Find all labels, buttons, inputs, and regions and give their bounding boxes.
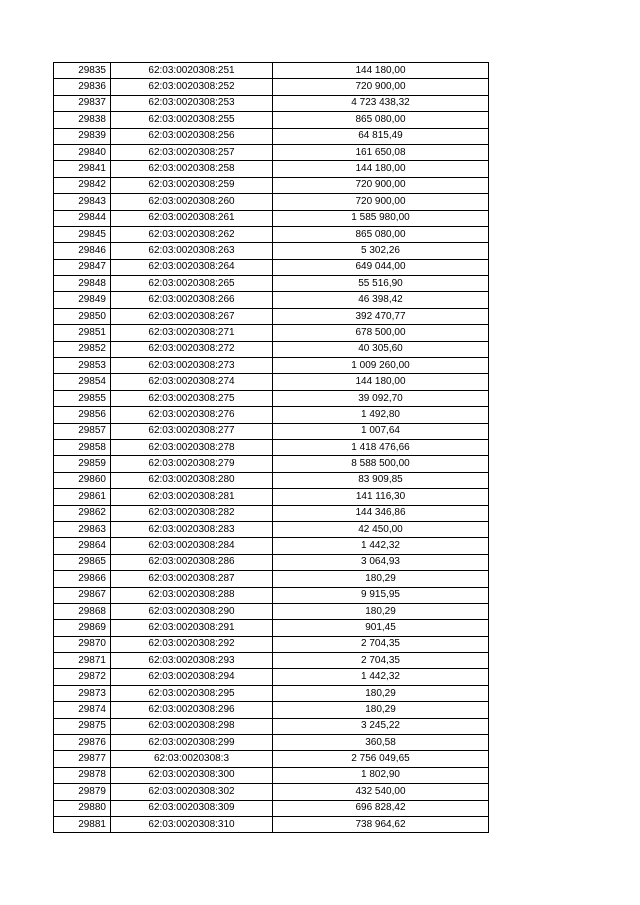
row-number-cell: 29844 bbox=[54, 210, 111, 226]
value-cell: 144 180,00 bbox=[273, 374, 489, 390]
value-cell: 3 245,22 bbox=[273, 718, 489, 734]
table-row bbox=[54, 735, 489, 751]
value-cell: 5 302,26 bbox=[273, 243, 489, 259]
cadastral-number-cell: 62:03:0020308:281 bbox=[111, 489, 273, 505]
cadastral-number-cell: 62:03:0020308:3 bbox=[111, 751, 273, 767]
row-number-cell: 29879 bbox=[54, 784, 111, 800]
value-cell: 678 500,00 bbox=[273, 325, 489, 341]
row-number-cell: 29849 bbox=[54, 292, 111, 308]
cadastral-number-cell: 62:03:0020308:271 bbox=[111, 325, 273, 341]
cadastral-number-cell: 62:03:0020308:280 bbox=[111, 472, 273, 488]
cadastral-number-cell: 62:03:0020308:263 bbox=[111, 243, 273, 259]
value-cell: 1 802,90 bbox=[273, 767, 489, 783]
value-cell: 83 909,85 bbox=[273, 472, 489, 488]
cadastral-number-cell: 62:03:0020308:296 bbox=[111, 702, 273, 718]
row-number-cell: 29859 bbox=[54, 456, 111, 472]
table-row bbox=[54, 472, 489, 488]
row-number-cell: 29880 bbox=[54, 800, 111, 816]
table-row bbox=[54, 423, 489, 439]
table-row bbox=[54, 390, 489, 406]
row-number-cell: 29855 bbox=[54, 390, 111, 406]
value-cell: 1 585 980,00 bbox=[273, 210, 489, 226]
cadastral-number-cell: 62:03:0020308:272 bbox=[111, 341, 273, 357]
cadastral-number-cell: 62:03:0020308:273 bbox=[111, 358, 273, 374]
table-row bbox=[54, 210, 489, 226]
table-row bbox=[54, 718, 489, 734]
cadastral-number-cell: 62:03:0020308:290 bbox=[111, 603, 273, 619]
row-number-cell: 29841 bbox=[54, 161, 111, 177]
table-row bbox=[54, 177, 489, 193]
row-number-cell: 29868 bbox=[54, 603, 111, 619]
row-number-cell: 29862 bbox=[54, 505, 111, 521]
row-number-cell: 29852 bbox=[54, 341, 111, 357]
value-cell: 1 442,32 bbox=[273, 538, 489, 554]
value-cell: 720 900,00 bbox=[273, 79, 489, 95]
cadastral-number-cell: 62:03:0020308:257 bbox=[111, 144, 273, 160]
value-cell: 55 516,90 bbox=[273, 276, 489, 292]
value-cell: 1 418 476,66 bbox=[273, 439, 489, 455]
table-row bbox=[54, 308, 489, 324]
value-cell: 865 080,00 bbox=[273, 112, 489, 128]
cadastral-number-cell: 62:03:0020308:287 bbox=[111, 571, 273, 587]
value-cell: 432 540,00 bbox=[273, 784, 489, 800]
row-number-cell: 29851 bbox=[54, 325, 111, 341]
row-number-cell: 29848 bbox=[54, 276, 111, 292]
value-cell: 901,45 bbox=[273, 620, 489, 636]
value-cell: 46 398,42 bbox=[273, 292, 489, 308]
row-number-cell: 29861 bbox=[54, 489, 111, 505]
value-cell: 2 704,35 bbox=[273, 653, 489, 669]
cadastral-number-cell: 62:03:0020308:262 bbox=[111, 226, 273, 242]
row-number-cell: 29881 bbox=[54, 816, 111, 832]
row-number-cell: 29843 bbox=[54, 194, 111, 210]
cadastral-number-cell: 62:03:0020308:259 bbox=[111, 177, 273, 193]
value-cell: 40 305,60 bbox=[273, 341, 489, 357]
table-row bbox=[54, 63, 489, 79]
row-number-cell: 29850 bbox=[54, 308, 111, 324]
cadastral-number-cell: 62:03:0020308:267 bbox=[111, 308, 273, 324]
table-row bbox=[54, 128, 489, 144]
table-row bbox=[54, 456, 489, 472]
row-number-cell: 29857 bbox=[54, 423, 111, 439]
row-number-cell: 29875 bbox=[54, 718, 111, 734]
cadastral-number-cell: 62:03:0020308:309 bbox=[111, 800, 273, 816]
row-number-cell: 29838 bbox=[54, 112, 111, 128]
table-row bbox=[54, 554, 489, 570]
cadastral-number-cell: 62:03:0020308:274 bbox=[111, 374, 273, 390]
table-row bbox=[54, 325, 489, 341]
cadastral-number-cell: 62:03:0020308:292 bbox=[111, 636, 273, 652]
value-cell: 144 346,86 bbox=[273, 505, 489, 521]
cadastral-value-table bbox=[53, 62, 489, 833]
value-cell: 42 450,00 bbox=[273, 521, 489, 537]
table-body bbox=[54, 63, 489, 833]
cadastral-number-cell: 62:03:0020308:295 bbox=[111, 685, 273, 701]
row-number-cell: 29846 bbox=[54, 243, 111, 259]
cadastral-number-cell: 62:03:0020308:252 bbox=[111, 79, 273, 95]
table-row bbox=[54, 243, 489, 259]
row-number-cell: 29863 bbox=[54, 521, 111, 537]
table-row bbox=[54, 521, 489, 537]
value-cell: 696 828,42 bbox=[273, 800, 489, 816]
row-number-cell: 29870 bbox=[54, 636, 111, 652]
value-cell: 1 007,64 bbox=[273, 423, 489, 439]
cadastral-number-cell: 62:03:0020308:310 bbox=[111, 816, 273, 832]
cadastral-number-cell: 62:03:0020308:255 bbox=[111, 112, 273, 128]
value-cell: 180,29 bbox=[273, 603, 489, 619]
row-number-cell: 29835 bbox=[54, 63, 111, 79]
row-number-cell: 29856 bbox=[54, 407, 111, 423]
row-number-cell: 29877 bbox=[54, 751, 111, 767]
row-number-cell: 29858 bbox=[54, 439, 111, 455]
value-cell: 8 588 500,00 bbox=[273, 456, 489, 472]
table-row bbox=[54, 276, 489, 292]
row-number-cell: 29842 bbox=[54, 177, 111, 193]
cadastral-number-cell: 62:03:0020308:256 bbox=[111, 128, 273, 144]
cadastral-number-cell: 62:03:0020308:275 bbox=[111, 390, 273, 406]
table-row bbox=[54, 407, 489, 423]
table-row bbox=[54, 341, 489, 357]
value-cell: 64 815,49 bbox=[273, 128, 489, 144]
table-row bbox=[54, 816, 489, 832]
value-cell: 141 116,30 bbox=[273, 489, 489, 505]
table-row bbox=[54, 439, 489, 455]
value-cell: 3 064,93 bbox=[273, 554, 489, 570]
row-number-cell: 29874 bbox=[54, 702, 111, 718]
table-row bbox=[54, 259, 489, 275]
table-row bbox=[54, 669, 489, 685]
table-row bbox=[54, 194, 489, 210]
cadastral-number-cell: 62:03:0020308:264 bbox=[111, 259, 273, 275]
value-cell: 4 723 438,32 bbox=[273, 95, 489, 111]
row-number-cell: 29860 bbox=[54, 472, 111, 488]
value-cell: 865 080,00 bbox=[273, 226, 489, 242]
table-row bbox=[54, 505, 489, 521]
cadastral-number-cell: 62:03:0020308:286 bbox=[111, 554, 273, 570]
table-row bbox=[54, 800, 489, 816]
row-number-cell: 29866 bbox=[54, 571, 111, 587]
row-number-cell: 29876 bbox=[54, 735, 111, 751]
cadastral-number-cell: 62:03:0020308:283 bbox=[111, 521, 273, 537]
row-number-cell: 29869 bbox=[54, 620, 111, 636]
table-row bbox=[54, 587, 489, 603]
row-number-cell: 29864 bbox=[54, 538, 111, 554]
row-number-cell: 29878 bbox=[54, 767, 111, 783]
value-cell: 649 044,00 bbox=[273, 259, 489, 275]
row-number-cell: 29840 bbox=[54, 144, 111, 160]
cadastral-number-cell: 62:03:0020308:291 bbox=[111, 620, 273, 636]
cadastral-number-cell: 62:03:0020308:300 bbox=[111, 767, 273, 783]
table-row bbox=[54, 144, 489, 160]
cadastral-number-cell: 62:03:0020308:302 bbox=[111, 784, 273, 800]
table-row bbox=[54, 636, 489, 652]
value-cell: 738 964,62 bbox=[273, 816, 489, 832]
value-cell: 144 180,00 bbox=[273, 63, 489, 79]
cadastral-number-cell: 62:03:0020308:282 bbox=[111, 505, 273, 521]
table-row bbox=[54, 489, 489, 505]
value-cell: 720 900,00 bbox=[273, 194, 489, 210]
value-cell: 392 470,77 bbox=[273, 308, 489, 324]
cadastral-number-cell: 62:03:0020308:288 bbox=[111, 587, 273, 603]
row-number-cell: 29845 bbox=[54, 226, 111, 242]
cadastral-number-cell: 62:03:0020308:276 bbox=[111, 407, 273, 423]
table-row bbox=[54, 571, 489, 587]
value-cell: 144 180,00 bbox=[273, 161, 489, 177]
table-row bbox=[54, 603, 489, 619]
row-number-cell: 29872 bbox=[54, 669, 111, 685]
table-row bbox=[54, 374, 489, 390]
table-row bbox=[54, 685, 489, 701]
value-cell: 2 704,35 bbox=[273, 636, 489, 652]
table-row bbox=[54, 95, 489, 111]
table-row bbox=[54, 620, 489, 636]
cadastral-number-cell: 62:03:0020308:278 bbox=[111, 439, 273, 455]
cadastral-number-cell: 62:03:0020308:260 bbox=[111, 194, 273, 210]
cadastral-number-cell: 62:03:0020308:299 bbox=[111, 735, 273, 751]
table-row bbox=[54, 161, 489, 177]
cadastral-number-cell: 62:03:0020308:279 bbox=[111, 456, 273, 472]
value-cell: 161 650,08 bbox=[273, 144, 489, 160]
cadastral-number-cell: 62:03:0020308:261 bbox=[111, 210, 273, 226]
value-cell: 1 442,32 bbox=[273, 669, 489, 685]
table-row bbox=[54, 767, 489, 783]
value-cell: 180,29 bbox=[273, 685, 489, 701]
row-number-cell: 29836 bbox=[54, 79, 111, 95]
cadastral-number-cell: 62:03:0020308:284 bbox=[111, 538, 273, 554]
row-number-cell: 29871 bbox=[54, 653, 111, 669]
value-cell: 180,29 bbox=[273, 702, 489, 718]
cadastral-number-cell: 62:03:0020308:258 bbox=[111, 161, 273, 177]
table-row bbox=[54, 358, 489, 374]
row-number-cell: 29837 bbox=[54, 95, 111, 111]
cadastral-number-cell: 62:03:0020308:251 bbox=[111, 63, 273, 79]
row-number-cell: 29865 bbox=[54, 554, 111, 570]
value-cell: 39 092,70 bbox=[273, 390, 489, 406]
cadastral-number-cell: 62:03:0020308:265 bbox=[111, 276, 273, 292]
cadastral-number-cell: 62:03:0020308:293 bbox=[111, 653, 273, 669]
table-row bbox=[54, 751, 489, 767]
row-number-cell: 29853 bbox=[54, 358, 111, 374]
table-row bbox=[54, 784, 489, 800]
row-number-cell: 29847 bbox=[54, 259, 111, 275]
cadastral-number-cell: 62:03:0020308:277 bbox=[111, 423, 273, 439]
cadastral-number-cell: 62:03:0020308:294 bbox=[111, 669, 273, 685]
table-row bbox=[54, 79, 489, 95]
row-number-cell: 29873 bbox=[54, 685, 111, 701]
value-cell: 360,58 bbox=[273, 735, 489, 751]
row-number-cell: 29839 bbox=[54, 128, 111, 144]
row-number-cell: 29867 bbox=[54, 587, 111, 603]
value-cell: 1 492,80 bbox=[273, 407, 489, 423]
cadastral-number-cell: 62:03:0020308:253 bbox=[111, 95, 273, 111]
value-cell: 180,29 bbox=[273, 571, 489, 587]
value-cell: 1 009 260,00 bbox=[273, 358, 489, 374]
table-row bbox=[54, 702, 489, 718]
value-cell: 2 756 049,65 bbox=[273, 751, 489, 767]
cadastral-number-cell: 62:03:0020308:298 bbox=[111, 718, 273, 734]
cadastral-number-cell: 62:03:0020308:266 bbox=[111, 292, 273, 308]
table-row bbox=[54, 538, 489, 554]
table-row bbox=[54, 226, 489, 242]
row-number-cell: 29854 bbox=[54, 374, 111, 390]
value-cell: 720 900,00 bbox=[273, 177, 489, 193]
value-cell: 9 915,95 bbox=[273, 587, 489, 603]
table-row bbox=[54, 112, 489, 128]
table-row bbox=[54, 653, 489, 669]
table-row bbox=[54, 292, 489, 308]
